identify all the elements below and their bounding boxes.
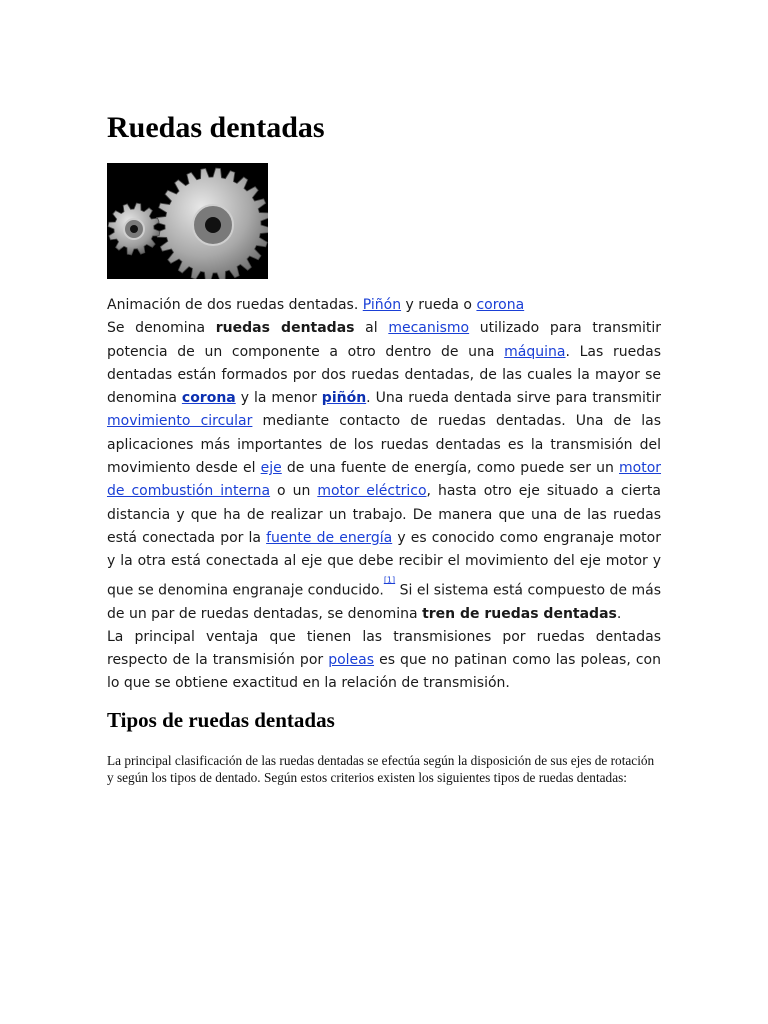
paragraph-definition — [107, 317, 661, 626]
text-span: . — [616, 605, 622, 622]
gears-icon — [107, 163, 268, 279]
image-caption — [107, 294, 661, 317]
bold-link-text: corona — [181, 390, 236, 407]
bold-link-text: piñón — [321, 390, 367, 407]
caption-text: Animación de dos ruedas dentadas. — [107, 297, 363, 313]
link-corona-bold[interactable] — [182, 390, 236, 406]
link-eje[interactable]: eje — [260, 460, 282, 477]
reference-sup — [383, 574, 396, 592]
text-span: y es conocido como engranaje motor y la otra está conectada al eje que debe recibir el movimiento del eje motor y que se denomina engranaje conducido. — [107, 529, 661, 599]
text-span: Se denomina — [107, 320, 216, 337]
text-span: y la menor — [235, 390, 322, 407]
link-pinon[interactable]: Piñón — [362, 297, 402, 313]
reference-link[interactable]: [1] — [383, 574, 396, 584]
link-mecanismo[interactable]: mecanismo — [388, 320, 470, 337]
text-span: . Una rueda dentada sirve para transmitir — [366, 390, 661, 407]
bold-term: ruedas dentadas — [215, 320, 355, 337]
text-span: Si el sistema está compuesto de más de un par de ruedas dentadas, se denomina — [107, 582, 661, 622]
text-span: , hasta otro eje situado a cierta distancia y que ha de realizar un trabajo. De manera que una de las ruedas está conectada por la — [107, 483, 661, 546]
text-span: de una fuente de energía, como puede ser un — [281, 460, 619, 477]
text-span: es que no patinan como las poleas, con lo que se obtiene exactitud en la relación de transmisión. — [107, 652, 661, 692]
large-gear — [156, 168, 268, 279]
link-motor-combustion[interactable]: motor de combustión interna — [107, 460, 662, 500]
article-body — [107, 294, 661, 696]
link-pinon-bold[interactable] — [322, 390, 366, 406]
gear-hole — [130, 225, 138, 233]
text-span: La principal ventaja que tienen las transmisiones por ruedas dentadas respecto de la transmisión por — [107, 628, 661, 669]
page-title: Ruedas dentadas — [107, 111, 325, 144]
text-span: o un — [270, 483, 318, 500]
link-fuente-energia[interactable]: fuente de energía — [266, 529, 393, 546]
gear-hole — [205, 217, 221, 233]
section-heading: Tipos de ruedas dentadas — [107, 708, 335, 732]
text-span: utilizado para transmitir potencia de un componente a otro dentro de una — [107, 320, 662, 360]
bold-term: tren de ruedas dentadas — [422, 605, 617, 622]
link-poleas[interactable]: poleas — [328, 652, 375, 669]
link-motor-electrico[interactable]: motor eléctrico — [317, 483, 427, 500]
paragraph-advantage — [107, 626, 661, 696]
text-span: mediante contacto de ruedas dentadas. Una de las aplicaciones más importantes de los ruedas dentadas es la transmisión del movimiento desde el — [107, 413, 661, 477]
caption-text-middle: y rueda o — [401, 297, 477, 313]
text-span: al — [354, 320, 389, 337]
small-gear — [108, 203, 160, 255]
link-maquina[interactable]: máquina — [504, 343, 566, 360]
link-corona[interactable]: corona — [476, 297, 525, 313]
link-movimiento-circular[interactable]: movimiento circular — [107, 413, 253, 430]
section-paragraph: La principal clasificación de las ruedas dentadas se efectúa según la disposición de sus ejes de rotación y según los tipos de dentado. Según estos criterios existen los siguientes tipos de ruedas dentadas: — [107, 753, 655, 786]
gears-image — [107, 163, 268, 279]
text-span: . Las ruedas dentadas están formados por dos ruedas dentadas, de las cuales la mayor se denomina — [107, 343, 661, 407]
